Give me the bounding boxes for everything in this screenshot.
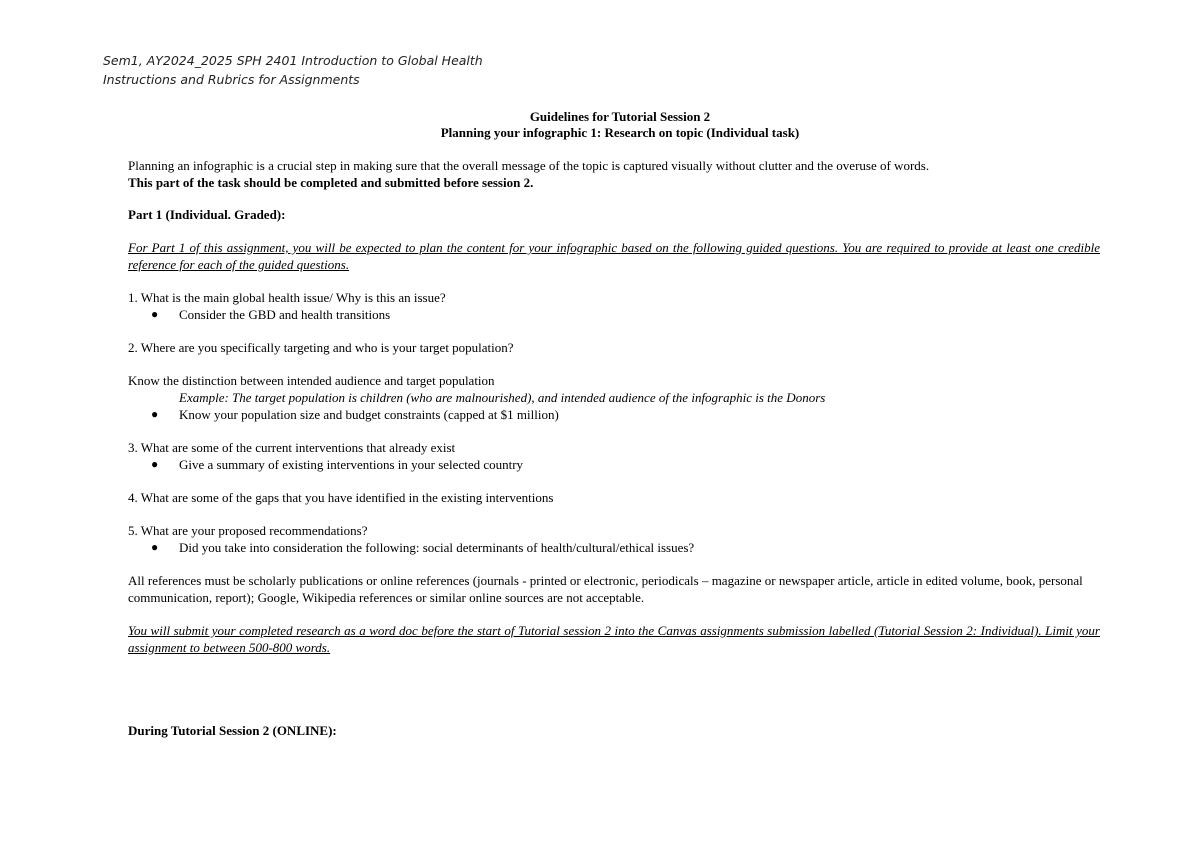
title-line-2: Planning your infographic 1: Research on topic (Individual task) — [440, 125, 800, 140]
title-line-1: Guidelines for Tutorial Session 2 — [529, 109, 711, 124]
bullet-text: Did you take into consideration the following: social determinants of health/cultural/ethical issues? — [179, 540, 695, 555]
question-3: 3. What are some of the current interventions that already exist — [128, 440, 456, 455]
during-session-heading: During Tutorial Session 2 (ONLINE): — [128, 723, 337, 738]
list-item — [128, 456, 1100, 473]
list-item — [128, 306, 1100, 323]
header-course-line: Sem1, AY2024_2025 SPH 2401 Introduction to Global Health — [103, 53, 483, 68]
bullet-icon: ● — [151, 407, 159, 421]
part1-heading: Part 1 (Individual. Graded): — [128, 207, 286, 222]
list-item — [128, 406, 1100, 423]
document-body — [128, 157, 1100, 739]
part1-instruction: For Part 1 of this assignment, you will be expected to plan the content for your infographic based on the following guided questions. You are required to provide at least one credible reference for each of the guided questions. — [128, 240, 1100, 272]
document-header — [103, 51, 483, 89]
question-4: 4. What are some of the gaps that you have identified in the existing interventions — [128, 490, 554, 505]
bullet-text: Give a summary of existing interventions in your selected country — [179, 457, 524, 472]
bullet-icon: ● — [151, 457, 159, 471]
bullet-text: Consider the GBD and health transitions — [179, 307, 391, 322]
intro-paragraph: Planning an infographic is a crucial step in making sure that the overall message of the topic is captured visually without clutter and the overuse of words. — [128, 158, 930, 173]
question-1: 1. What is the main global health issue/ Why is this an issue? — [128, 290, 446, 305]
audience-note: Know the distinction between intended audience and target population — [128, 373, 495, 388]
intro-bold-note: This part of the task should be completed and submitted before session 2. — [128, 175, 534, 190]
question-5: 5. What are your proposed recommendations? — [128, 523, 368, 538]
bullet-icon: ● — [151, 540, 159, 554]
list-item — [128, 539, 1100, 556]
question-2: 2. Where are you specifically targeting and who is your target population? — [128, 340, 514, 355]
bullet-text: Know your population size and budget constraints (capped at $1 million) — [179, 407, 559, 422]
references-paragraph: All references must be scholarly publications or online references (journals - printed or electronic, periodicals – magazine or newspaper article, article in edited volume, book, personal communication, report); Google, Wikipedia references or similar online sources are not acceptable. — [128, 573, 1083, 605]
bullet-icon: ● — [151, 307, 159, 321]
header-subtitle-line: Instructions and Rubrics for Assignments — [103, 72, 360, 87]
submission-instruction: You will submit your completed research as a word doc before the start of Tutorial session 2 into the Canvas assignments submission labelled (Tutorial Session 2: Individual). Limit your assignment to between 500-800 words. — [128, 623, 1100, 655]
example-text: Example: The target population is children (who are malnourished), and intended audience of the infographic is the Donors — [179, 390, 826, 405]
page-title — [0, 109, 1200, 141]
